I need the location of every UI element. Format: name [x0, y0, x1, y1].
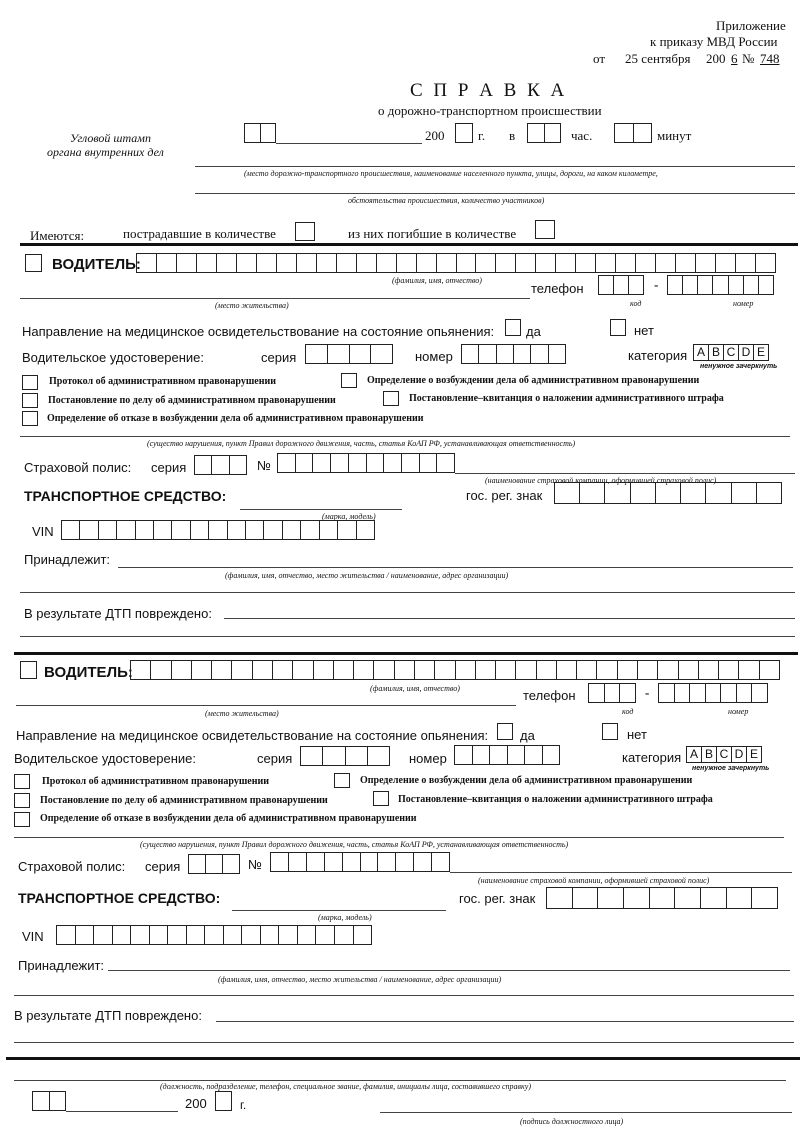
driver1-number-caption: номер — [733, 299, 754, 308]
date-at-label: в — [509, 128, 516, 143]
circumstances-line[interactable] — [195, 193, 795, 194]
signature-line[interactable] — [380, 1112, 792, 1113]
driver2-policy-no-label: № — [248, 857, 262, 872]
driver1-definition-label: Определение о возбуждении дела об административном правонарушении — [367, 375, 700, 386]
driver1-policy-number[interactable] — [277, 453, 455, 473]
driver2-strike-note: ненужное зачеркнуть — [692, 765, 770, 772]
injured-label: пострадавшие в количестве — [123, 226, 276, 241]
signature-caption: (подпись должностного лица) — [520, 1117, 624, 1126]
corner-stamp-line1: Угловой штамп — [70, 131, 151, 145]
driver1-category-cells[interactable] — [693, 344, 769, 361]
footer-day-field[interactable] — [32, 1091, 66, 1111]
driver2-owner-label: Принадлежит: — [18, 958, 105, 973]
circumstances-caption: обстоятельства происшествия, количество участников) — [348, 196, 545, 205]
minute-label: минут — [657, 128, 692, 143]
document-title: С П Р А В К А — [410, 80, 568, 101]
driver2-residence-caption: (место жительства) — [205, 709, 279, 718]
driver1-checkbox[interactable] — [25, 254, 42, 272]
driver1-protocol-box[interactable] — [22, 375, 38, 390]
driver1-policy-series-label: серия — [151, 460, 187, 475]
driver1-owner-label: Принадлежит: — [24, 552, 111, 567]
category-e[interactable]: E — [749, 747, 758, 761]
driver1-label: ВОДИТЕЛЬ: — [52, 256, 141, 273]
driver1-plate-cells[interactable] — [554, 482, 782, 504]
date-year-field[interactable] — [455, 123, 473, 143]
driver2-policy-series[interactable] — [188, 854, 240, 874]
driver1-insurer-caption: (наименование страховой компании, оформившей страховой полис) — [485, 476, 717, 485]
driver2-owner-caption: (фамилия, имя, отчество, место жительства / наименование, адрес организации) — [218, 975, 502, 984]
category-b[interactable]: B — [702, 747, 717, 762]
footer-month-line[interactable] — [66, 1111, 178, 1112]
driver1-fio-caption: (фамилия, имя, отчество) — [392, 276, 482, 285]
place-caption: (место дорожно-транспортного происшествия, наименование населенного пункта, улицы, дороги, на каком километре, — [244, 169, 658, 178]
driver1-damaged-line[interactable] — [224, 618, 795, 619]
killed-label: из них погибшие в количестве — [348, 226, 517, 241]
driver1-number-label: номер — [415, 349, 453, 364]
driver2-label: ВОДИТЕЛЬ: — [44, 664, 133, 681]
driver2-policy-number[interactable] — [270, 852, 450, 872]
driver2-category-cells[interactable] — [686, 746, 762, 763]
driver2-owner-line[interactable] — [108, 970, 790, 971]
order-number-sign: № — [742, 51, 755, 66]
section-divider-3 — [6, 1057, 800, 1060]
driver1-license-series[interactable] — [305, 344, 393, 364]
driver2-med-yes-box[interactable] — [497, 723, 513, 740]
driver2-policy-label: Страховой полис: — [18, 859, 126, 874]
driver2-make-caption: (марка, модель) — [318, 913, 372, 922]
order-reference: к приказу МВД России — [650, 34, 778, 49]
driver2-med-yes-label: да — [520, 728, 535, 743]
document-subtitle: о дорожно-транспортном происшествии — [378, 103, 602, 118]
section-divider-2 — [14, 652, 798, 655]
driver1-insurer-line[interactable] — [455, 473, 795, 474]
driver2-refusal-box[interactable] — [14, 812, 30, 827]
driver1-phone-number[interactable] — [667, 275, 774, 295]
driver1-protocol-label: Протокол об административном правонарушении — [49, 376, 276, 387]
driver2-protocol-box[interactable] — [14, 774, 30, 789]
driver2-plate-label: гос. рег. знак — [459, 891, 536, 906]
driver1-med-label: Направление на медицинское освидетельствование на состояние опьянения: — [22, 324, 495, 339]
driver2-refusal-label: Определение об отказе в возбуждении дела об административном правонарушении — [40, 813, 417, 824]
driver1-vin-label: VIN — [32, 524, 54, 539]
driver1-med-yes-box[interactable] — [505, 319, 521, 336]
driver1-refusal-label: Определение об отказе в возбуждении дела об административном правонарушении — [47, 413, 424, 424]
driver2-receipt-box[interactable] — [373, 791, 389, 806]
driver2-vehicle-label: ТРАНСПОРТНОЕ СРЕДСТВО: — [18, 890, 221, 906]
driver1-phone-label: телефон — [531, 281, 584, 296]
driver2-violation-caption: (существо нарушения, пункт Правил дорожного движения, часть, статья КоАП РФ, устанавливающая ответственность) — [140, 840, 569, 849]
driver1-damaged-line2[interactable] — [20, 636, 795, 637]
driver1-policy-label: Страховой полис: — [24, 460, 132, 475]
driver1-definition-box[interactable] — [341, 373, 357, 388]
driver1-vehicle-label: ТРАНСПОРТНОЕ СРЕДСТВО: — [24, 488, 227, 504]
driver1-violation-line[interactable] — [20, 436, 790, 437]
driver2-series-label: серия — [257, 751, 293, 766]
driver2-category-label: категория — [622, 750, 682, 765]
date-prefix: от — [593, 51, 606, 66]
category-c[interactable]: C — [717, 747, 732, 762]
driver2-phone-code[interactable] — [588, 683, 636, 703]
driver1-med-no-box[interactable] — [610, 319, 626, 336]
driver2-owner-line2[interactable] — [14, 995, 794, 996]
place-line[interactable] — [195, 166, 795, 167]
driver2-insurer-caption: (наименование страховой компании, оформившей страховой полис) — [478, 876, 710, 885]
official-line[interactable] — [14, 1080, 786, 1081]
driver2-protocol-label: Протокол об административном правонарушении — [42, 776, 269, 787]
driver1-license-number[interactable] — [461, 344, 566, 364]
driver1-plate-label: гос. рег. знак — [466, 488, 543, 503]
category-b[interactable]: B — [709, 345, 724, 360]
driver2-med-no-box[interactable] — [602, 723, 618, 740]
driver1-policy-no-label: № — [257, 458, 271, 473]
date-g-label: г. — [478, 128, 486, 143]
driver2-phone-number[interactable] — [658, 683, 768, 703]
driver1-series-label: серия — [261, 350, 297, 365]
corner-stamp-line2: органа внутренних дел — [47, 145, 164, 159]
driver1-make-line[interactable] — [240, 509, 402, 510]
footer-year-label: 200 — [185, 1096, 207, 1111]
driver1-damaged-label: В результате ДТП повреждено: — [24, 606, 212, 621]
driver1-resolution-box[interactable] — [22, 393, 38, 408]
order-year-digit: 6 — [731, 51, 738, 66]
driver2-phone-dash: - — [645, 685, 650, 700]
driver1-med-yes-label: да — [526, 324, 541, 339]
hour-field[interactable] — [527, 123, 561, 143]
driver2-resolution-label: Постановление по делу об административном правонарушении — [40, 795, 328, 806]
driver1-category-label: категория — [628, 348, 688, 363]
driver1-owner-line2[interactable] — [20, 592, 795, 593]
category-a[interactable]: A — [694, 345, 709, 360]
driver2-residence-line[interactable] — [16, 705, 516, 706]
category-d[interactable]: D — [732, 747, 747, 762]
order-number: 748 — [760, 51, 780, 66]
order-year-prefix: 200 — [706, 51, 726, 66]
driver2-code-caption: код — [622, 707, 634, 716]
category-a[interactable]: A — [687, 747, 702, 762]
driver1-phone-code[interactable] — [598, 275, 644, 295]
driver2-definition-box[interactable] — [334, 773, 350, 788]
category-d[interactable]: D — [739, 345, 754, 360]
driver1-name-cells[interactable] — [136, 253, 776, 273]
driver2-license-series[interactable] — [300, 746, 390, 766]
driver1-phone-dash: - — [654, 277, 659, 292]
driver2-vin-label: VIN — [22, 929, 44, 944]
driver2-med-no-label: нет — [627, 727, 647, 742]
driver2-insurer-line[interactable] — [450, 872, 792, 873]
driver2-make-line[interactable] — [232, 910, 446, 911]
driver2-license-label: Водительское удостоверение: — [14, 751, 196, 766]
footer-year-field[interactable] — [215, 1091, 232, 1111]
driver2-fio-caption: (фамилия, имя, отчество) — [370, 684, 460, 693]
driver2-med-label: Направление на медицинское освидетельствование на состояние опьянения: — [16, 728, 489, 743]
driver1-license-label: Водительское удостоверение: — [22, 350, 204, 365]
category-c[interactable]: C — [724, 345, 739, 360]
driver2-damaged-line[interactable] — [216, 1021, 794, 1022]
driver1-violation-caption: (существо нарушения, пункт Правил дорожного движения, часть, статья КоАП РФ, устанавливающая ответственность) — [147, 439, 576, 448]
victims-label: Имеются: — [30, 228, 85, 243]
hour-label: час. — [571, 128, 593, 143]
driver1-strike-note: ненужное зачеркнуть — [700, 363, 778, 370]
driver2-receipt-label: Постановление–квитанция о наложении административного штрафа — [398, 794, 713, 805]
date-year-label: 200 — [425, 128, 445, 143]
category-e[interactable]: E — [756, 345, 765, 359]
driver1-make-caption: (марка, модель) — [322, 512, 376, 521]
driver1-residence-caption: (место жительства) — [215, 301, 289, 310]
footer-g-label: г. — [240, 1098, 247, 1112]
section-divider-1 — [20, 243, 798, 246]
killed-count-field[interactable] — [535, 220, 555, 239]
official-caption: (должность, подразделение, телефон, специальное звание, фамилия, инициалы лица, составившего справку) — [160, 1082, 531, 1091]
driver1-med-no-label: нет — [634, 323, 654, 338]
date-day-field[interactable] — [244, 123, 276, 143]
driver2-license-number[interactable] — [454, 745, 560, 765]
driver2-name-cells[interactable] — [130, 660, 780, 680]
driver1-policy-series[interactable] — [194, 455, 247, 475]
driver2-checkbox[interactable] — [20, 661, 37, 679]
driver2-number-caption: номер — [728, 707, 749, 716]
minute-field[interactable] — [614, 123, 652, 143]
driver2-plate-cells[interactable] — [546, 887, 778, 909]
date-month-line[interactable] — [276, 143, 422, 144]
driver2-damaged-label: В результате ДТП повреждено: — [14, 1008, 202, 1023]
driver2-number-label: номер — [409, 751, 447, 766]
driver1-residence-line[interactable] — [20, 298, 530, 299]
driver2-damaged-line2[interactable] — [14, 1042, 794, 1043]
driver2-resolution-box[interactable] — [14, 793, 30, 808]
order-date: 25 сентября — [625, 51, 691, 66]
driver1-refusal-box[interactable] — [22, 411, 38, 426]
driver2-phone-label: телефон — [523, 688, 576, 703]
driver1-owner-line[interactable] — [118, 567, 793, 568]
driver1-resolution-label: Постановление по делу об административном правонарушении — [48, 395, 336, 406]
driver1-receipt-label: Постановление–квитанция о наложении административного штрафа — [409, 393, 724, 404]
driver1-receipt-box[interactable] — [383, 391, 399, 406]
driver1-vin-cells[interactable] — [61, 520, 375, 540]
appendix-label: Приложение — [716, 18, 786, 33]
driver1-owner-caption: (фамилия, имя, отчество, место жительства / наименование, адрес организации) — [225, 571, 509, 580]
driver2-definition-label: Определение о возбуждении дела об административном правонарушении — [360, 775, 693, 786]
driver2-vin-cells[interactable] — [56, 925, 372, 945]
driver2-violation-line[interactable] — [14, 837, 784, 838]
driver1-code-caption: код — [630, 299, 642, 308]
driver2-policy-series-label: серия — [145, 859, 181, 874]
injured-count-field[interactable] — [295, 222, 315, 241]
